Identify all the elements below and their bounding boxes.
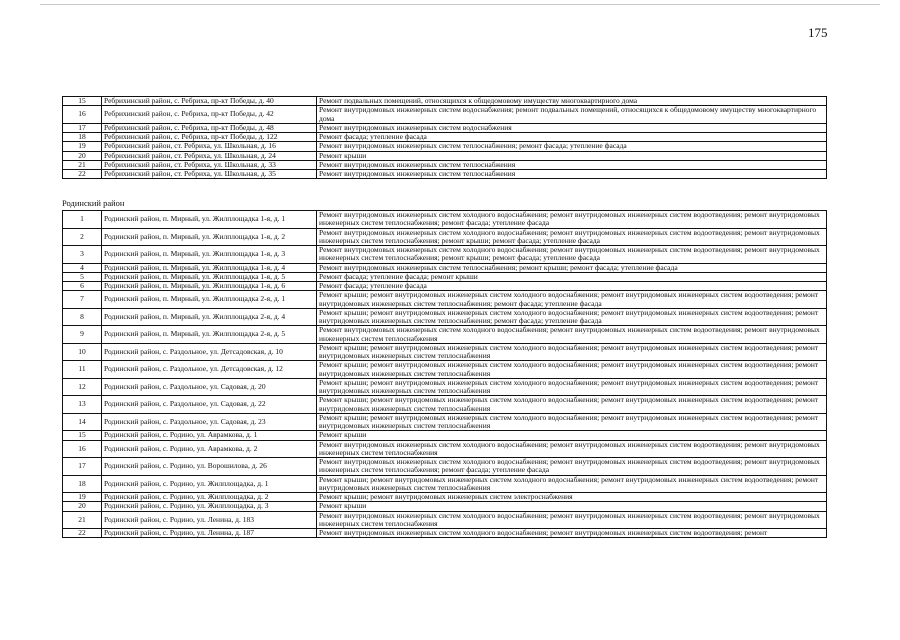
- works-cell: Ремонт внутридомовых инженерных систем теплоснабжения: [317, 170, 827, 179]
- row-number: 16: [63, 440, 102, 458]
- page-number: 175: [808, 25, 828, 40]
- row-number: 16: [63, 106, 102, 124]
- row-number: 1: [63, 211, 102, 229]
- table-bottom-section: [62, 210, 827, 538]
- row-number: 8: [63, 308, 102, 326]
- address-cell: Родинский район, п. Мирный, ул. Жилплощадка 1-я, д. 3: [102, 246, 317, 264]
- table-row: [63, 151, 827, 160]
- row-number: 15: [63, 97, 102, 106]
- table-row: [63, 502, 827, 511]
- table-row: [63, 133, 827, 142]
- row-number: 3: [63, 246, 102, 264]
- address-cell: Ребрихинский район, с. Ребриха, пр-кт Победы, д. 42: [102, 106, 317, 124]
- works-cell: Ремонт крыши: [317, 502, 827, 511]
- row-number: 14: [63, 413, 102, 431]
- table-row: [63, 493, 827, 502]
- works-cell: Ремонт крыши; ремонт внутридомовых инженерных систем холодного водоснабжения; ремонт внутридомовых инженерных систем водоотведения; ремонт внутридомовых инженерных систем теплоснабжения: [317, 378, 827, 396]
- table-row: [63, 431, 827, 440]
- row-number: 15: [63, 431, 102, 440]
- scan-edge-line: [40, 4, 880, 5]
- table-rodino: [62, 210, 827, 538]
- works-cell: Ремонт подвальных помещений, относящихся к общедомовому имуществу многоквартирного дома: [317, 97, 827, 106]
- row-number: 22: [63, 529, 102, 538]
- row-number: 13: [63, 396, 102, 414]
- address-cell: Родинский район, п. Мирный, ул. Жилплощадка 1-я, д. 2: [102, 228, 317, 246]
- table-row: [63, 272, 827, 281]
- address-cell: Родинский район, п. Мирный, ул. Жилплощадка 2-я, д. 5: [102, 326, 317, 344]
- table-row: [63, 343, 827, 361]
- table-row: [63, 246, 827, 264]
- row-number: 5: [63, 272, 102, 281]
- address-cell: Родинский район, п. Мирный, ул. Жилплощадка 1-я, д. 6: [102, 282, 317, 291]
- row-number: 18: [63, 475, 102, 493]
- works-cell: Ремонт крыши; ремонт внутридомовых инженерных систем холодного водоснабжения; ремонт внутридомовых инженерных систем водоотведения; ремонт внутридомовых инженерных систем теплоснабжения: [317, 475, 827, 493]
- row-number: 17: [63, 458, 102, 476]
- row-number: 20: [63, 151, 102, 160]
- works-cell: Ремонт внутридомовых инженерных систем холодного водоснабжения; ремонт внутридомовых инженерных систем водоотведения; ремонт внутридомовых инженерных систем теплоснабжения; ремонт крыши; ремонт фасада; утепление фасада: [317, 246, 827, 264]
- works-cell: Ремонт внутридомовых инженерных систем теплоснабжения; ремонт крыши; ремонт фасада; утепление фасада: [317, 263, 827, 272]
- works-cell: Ремонт крыши; ремонт внутридомовых инженерных систем холодного водоснабжения; ремонт внутридомовых инженерных систем водоотведения; ремонт внутридомовых инженерных систем теплоснабжения; ремонт фасада; утепление фасада: [317, 291, 827, 309]
- address-cell: Ребрихинский район, с. Ребриха, пр-кт Победы, д. 122: [102, 133, 317, 142]
- table-row: [63, 529, 827, 538]
- address-cell: Родинский район, п. Мирный, ул. Жилплощадка 2-я, д. 4: [102, 308, 317, 326]
- works-cell: Ремонт внутридомовых инженерных систем теплоснабжения; ремонт фасада; утепление фасада: [317, 142, 827, 151]
- table-row: [63, 326, 827, 344]
- address-cell: Родинский район, с. Родино, ул. Жилплощадка, д. 1: [102, 475, 317, 493]
- works-cell: Ремонт крыши; ремонт внутридомовых инженерных систем холодного водоснабжения; ремонт внутридомовых инженерных систем водоотведения; ремонт внутридомовых инженерных систем теплоснабжения: [317, 343, 827, 361]
- works-cell: Ремонт крыши; ремонт внутридомовых инженерных систем холодного водоснабжения; ремонт внутридомовых инженерных систем водоотведения; ремонт внутридомовых инженерных систем теплоснабжения; ремонт фасада; утепление фасада: [317, 308, 827, 326]
- row-number: 10: [63, 343, 102, 361]
- works-cell: Ремонт крыши; ремонт внутридомовых инженерных систем холодного водоснабжения; ремонт внутридомовых инженерных систем водоотведения; ремонт внутридомовых инженерных систем теплоснабжения: [317, 396, 827, 414]
- address-cell: Родинский район, с. Раздольное, ул. Детсадовская, д. 10: [102, 343, 317, 361]
- table-row: [63, 440, 827, 458]
- address-cell: Ребрихинский район, с. Ребриха, пр-кт Победы, д. 48: [102, 123, 317, 132]
- table-body: [63, 211, 827, 538]
- row-number: 11: [63, 361, 102, 379]
- works-cell: Ремонт крыши: [317, 151, 827, 160]
- row-number: 22: [63, 170, 102, 179]
- row-number: 2: [63, 228, 102, 246]
- table-row: [63, 263, 827, 272]
- table-row: [63, 211, 827, 229]
- table-row: [63, 413, 827, 431]
- table-body: [63, 97, 827, 179]
- works-cell: Ремонт внутридомовых инженерных систем холодного водоснабжения; ремонт внутридомовых инженерных систем водоотведения; ремонт внутридомовых инженерных систем теплоснабжения: [317, 440, 827, 458]
- works-cell: Ремонт фасада; утепление фасада: [317, 133, 827, 142]
- works-cell: Ремонт внутридомовых инженерных систем водоснабжения: [317, 123, 827, 132]
- address-cell: Родинский район, с. Родино, ул. Ленина, д. 183: [102, 511, 317, 529]
- table-row: [63, 291, 827, 309]
- address-cell: Родинский район, с. Родино, ул. Аврамкова, д. 2: [102, 440, 317, 458]
- address-cell: Родинский район, с. Родино, ул. Жилплощадка, д. 3: [102, 502, 317, 511]
- table-row: [63, 475, 827, 493]
- table-row: [63, 97, 827, 106]
- address-cell: Ребрихинский район, с. Ребриха, пр-кт Победы, д. 40: [102, 97, 317, 106]
- address-cell: Ребрихинский район, ст. Ребриха, ул. Школьная, д. 16: [102, 142, 317, 151]
- address-cell: Родинский район, п. Мирный, ул. Жилплощадка 1-я, д. 5: [102, 272, 317, 281]
- row-number: 19: [63, 493, 102, 502]
- address-cell: Родинский район, с. Родино, ул. Жилплощадка, д. 2: [102, 493, 317, 502]
- table-row: [63, 308, 827, 326]
- table-top-section: [62, 96, 827, 179]
- row-number: 20: [63, 502, 102, 511]
- table-row: [63, 511, 827, 529]
- row-number: 6: [63, 282, 102, 291]
- row-number: 9: [63, 326, 102, 344]
- row-number: 7: [63, 291, 102, 309]
- row-number: 21: [63, 160, 102, 169]
- address-cell: Родинский район, с. Раздольное, ул. Детсадовская, д. 12: [102, 361, 317, 379]
- row-number: 21: [63, 511, 102, 529]
- address-cell: Родинский район, с. Раздольное, ул. Садовая, д. 20: [102, 378, 317, 396]
- works-cell: Ремонт крыши: [317, 431, 827, 440]
- works-cell: Ремонт крыши; ремонт внутридомовых инженерных систем холодного водоснабжения; ремонт внутридомовых инженерных систем водоотведения; ремонт внутридомовых инженерных систем теплоснабжения: [317, 361, 827, 379]
- works-cell: Ремонт фасада; утепление фасада; ремонт крыши: [317, 272, 827, 281]
- works-cell: Ремонт внутридомовых инженерных систем холодного водоснабжения; ремонт внутридомовых инженерных систем водоотведения; ремонт внутридомовых инженерных систем теплоснабжения; ремонт фасада; утепление фасада: [317, 211, 827, 229]
- table-rebrikha: [62, 96, 827, 179]
- row-number: 17: [63, 123, 102, 132]
- address-cell: Родинский район, с. Раздольное, ул. Садовая, д. 22: [102, 396, 317, 414]
- table-row: [63, 170, 827, 179]
- address-cell: Родинский район, с. Родино, ул. Аврамкова, д. 1: [102, 431, 317, 440]
- works-cell: Ремонт внутридомовых инженерных систем холодного водоснабжения; ремонт внутридомовых инженерных систем водоотведения; ремонт внутридомовых инженерных систем теплоснабжения: [317, 326, 827, 344]
- table-row: [63, 106, 827, 124]
- table-row: [63, 396, 827, 414]
- address-cell: Родинский район, п. Мирный, ул. Жилплощадка 1-я, д. 4: [102, 263, 317, 272]
- works-cell: Ремонт крыши; ремонт внутридомовых инженерных систем электроснабжения: [317, 493, 827, 502]
- works-cell: Ремонт внутридомовых инженерных систем теплоснабжения: [317, 160, 827, 169]
- address-cell: Ребрихинский район, ст. Ребриха, ул. Школьная, д. 33: [102, 160, 317, 169]
- works-cell: Ремонт внутридомовых инженерных систем холодного водоснабжения; ремонт внутридомовых инженерных систем водоотведения; ремонт внутридомовых инженерных систем теплоснабжения; ремонт крыши; ремонт фасада; утепление фасада: [317, 228, 827, 246]
- works-cell: Ремонт внутридомовых инженерных систем холодного водоснабжения; ремонт внутридомовых инженерных систем водоотведения; ремонт внутридомовых инженерных систем теплоснабжения: [317, 511, 827, 529]
- address-cell: Родинский район, с. Родино, ул. Ворошилова, д. 26: [102, 458, 317, 476]
- address-cell: Родинский район, п. Мирный, ул. Жилплощадка 1-я, д. 1: [102, 211, 317, 229]
- works-cell: Ремонт внутридомовых инженерных систем водоснабжения; ремонт подвальных помещений, относящихся к общедомовому имуществу многоквартирного дома: [317, 106, 827, 124]
- address-cell: Родинский район, п. Мирный, ул. Жилплощадка 2-я, д. 1: [102, 291, 317, 309]
- works-cell: Ремонт крыши; ремонт внутридомовых инженерных систем холодного водоснабжения; ремонт внутридомовых инженерных систем водоотведения; ремонт внутридомовых инженерных систем теплоснабжения: [317, 413, 827, 431]
- works-cell: Ремонт внутридомовых инженерных систем холодного водоснабжения; ремонт внутридомовых инженерных систем водоотведения; ремонт: [317, 529, 827, 538]
- address-cell: Родинский район, с. Родино, ул. Ленина, д. 187: [102, 529, 317, 538]
- table-row: [63, 378, 827, 396]
- works-cell: Ремонт фасада; утепление фасада: [317, 282, 827, 291]
- table-row: [63, 282, 827, 291]
- address-cell: Родинский район, с. Раздольное, ул. Садовая, д. 23: [102, 413, 317, 431]
- row-number: 18: [63, 133, 102, 142]
- row-number: 12: [63, 378, 102, 396]
- row-number: 19: [63, 142, 102, 151]
- row-number: 4: [63, 263, 102, 272]
- works-cell: Ремонт внутридомовых инженерных систем холодного водоснабжения; ремонт внутридомовых инженерных систем водоотведения; ремонт внутридомовых инженерных систем теплоснабжения; ремонт фасада; утепление фасада: [317, 458, 827, 476]
- table-row: [63, 123, 827, 132]
- address-cell: Ребрихинский район, ст. Ребриха, ул. Школьная, д. 24: [102, 151, 317, 160]
- table-row: [63, 228, 827, 246]
- table-row: [63, 458, 827, 476]
- table-row: [63, 160, 827, 169]
- table-row: [63, 142, 827, 151]
- table-row: [63, 361, 827, 379]
- section-title: Родинский район: [62, 198, 125, 208]
- address-cell: Ребрихинский район, ст. Ребриха, ул. Школьная, д. 35: [102, 170, 317, 179]
